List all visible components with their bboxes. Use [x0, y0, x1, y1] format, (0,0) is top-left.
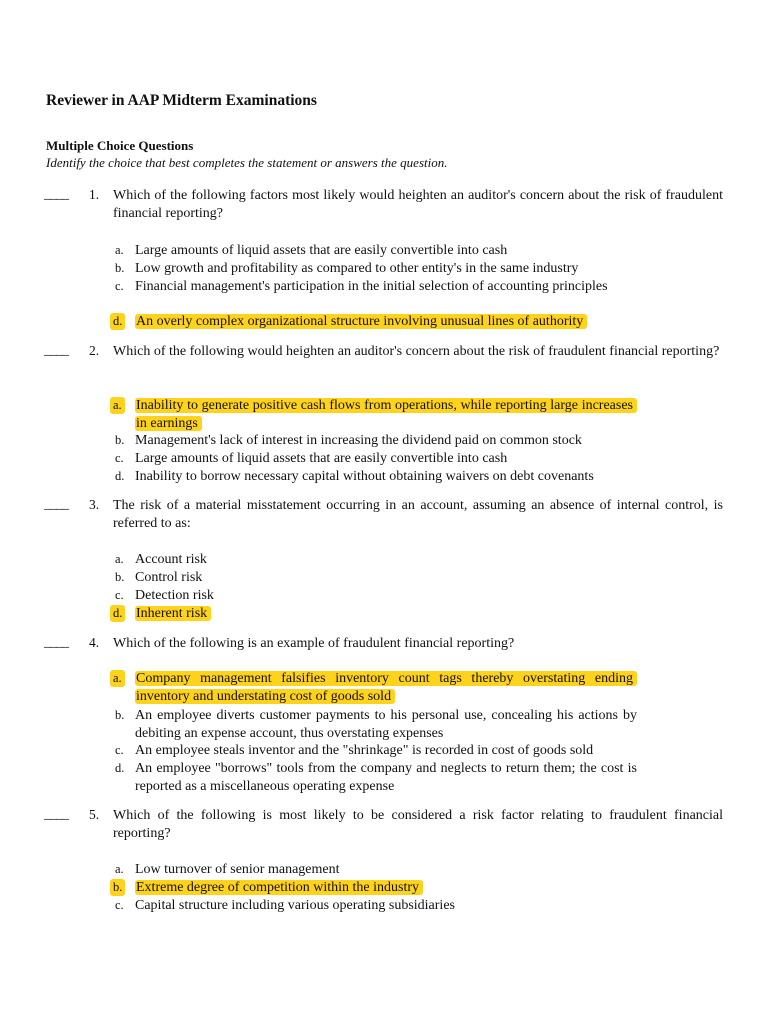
option-letter: d.	[115, 469, 125, 483]
option-text: Account risk	[135, 552, 207, 567]
option-letter: c.	[115, 743, 124, 757]
option-letter: d.	[110, 605, 125, 622]
option-text-highlighted: Company management falsifies inventory count tags thereby overstating ending inventory and understating cost of goods sold	[135, 671, 637, 704]
option-text: Management's lack of interest in increasing the dividend paid on common stock	[135, 433, 582, 448]
option-text: An employee steals inventor and the "shrinkage" is recorded in cost of goods sold	[135, 743, 594, 758]
option-letter: c.	[115, 451, 124, 465]
option-text-highlighted: Inherent risk	[135, 606, 211, 621]
question-text: Which of the following is most likely to be considered a risk factor relating to fraudulent financial reporting?	[113, 808, 723, 841]
option-text: Large amounts of liquid assets that are easily convertible into cash	[135, 451, 508, 466]
option-text-highlighted: Extreme degree of competition within the industry	[135, 880, 423, 895]
answer-blank: ____	[44, 807, 68, 822]
question-text: Which of the following is an example of fraudulent financial reporting?	[113, 636, 515, 651]
option-text: Financial management's participation in the initial selection of accounting principles	[135, 279, 608, 294]
option-letter: c.	[115, 898, 124, 912]
option-letter: b.	[115, 570, 125, 584]
question-number: 2.	[89, 343, 100, 358]
option-text: Inability to borrow necessary capital without obtaining waivers on debt covenants	[135, 469, 594, 484]
option-letter: b.	[115, 261, 125, 275]
option-letter: a.	[110, 397, 125, 414]
answer-blank: ____	[44, 497, 68, 512]
option-letter: a.	[115, 862, 124, 876]
option-letter: a.	[110, 670, 125, 687]
answer-blank: ____	[44, 343, 68, 358]
option-text-highlighted: Inability to generate positive cash flows from operations, while reporting large increases in earnings	[135, 398, 637, 431]
answer-blank: ____	[44, 187, 68, 202]
question-number: 4.	[89, 635, 100, 650]
option-text: Control risk	[135, 570, 203, 585]
question-text: Which of the following factors most likely would heighten an auditor's concern about the risk of fraudulent financial reporting?	[113, 188, 723, 221]
option-letter: c.	[115, 588, 124, 602]
question-text: Which of the following would heighten an auditor's concern about the risk of fraudulent financial reporting?	[113, 344, 720, 359]
section-title: Multiple Choice Questions	[46, 138, 194, 153]
option-letter: b.	[115, 433, 125, 447]
question-text: The risk of a material misstatement occurring in an account, assuming an absence of internal control, is referred to as:	[113, 498, 723, 531]
option-text: An employee "borrows" tools from the company and neglects to return them; the cost is reported as a miscellaneous operating expense	[135, 761, 637, 794]
option-text-highlighted: An overly complex organizational structure involving unusual lines of authority	[135, 314, 587, 329]
option-letter: d.	[115, 761, 125, 775]
option-letter: d.	[110, 313, 125, 330]
option-letter: a.	[115, 552, 124, 566]
question-number: 5.	[89, 807, 100, 822]
instructions: Identify the choice that best completes the statement or answers the question.	[46, 155, 448, 170]
option-text: Low growth and profitability as compared to other entity's in the same industry	[135, 261, 579, 276]
option-letter: b.	[115, 708, 125, 722]
question-number: 1.	[89, 187, 100, 202]
option-text: Large amounts of liquid assets that are easily convertible into cash	[135, 243, 508, 258]
answer-blank: ____	[44, 635, 68, 650]
option-letter: b.	[110, 879, 125, 896]
question-number: 3.	[89, 497, 100, 512]
option-text: Capital structure including various operating subsidiaries	[135, 898, 455, 913]
option-text: Detection risk	[135, 588, 214, 603]
option-text: Low turnover of senior management	[135, 862, 340, 877]
document-title: Reviewer in AAP Midterm Examinations	[46, 92, 317, 109]
option-letter: a.	[115, 243, 124, 257]
option-text: An employee diverts customer payments to his personal use, concealing his actions by debiting an expense account, thus overstating expenses	[135, 708, 637, 741]
option-letter: c.	[115, 279, 124, 293]
